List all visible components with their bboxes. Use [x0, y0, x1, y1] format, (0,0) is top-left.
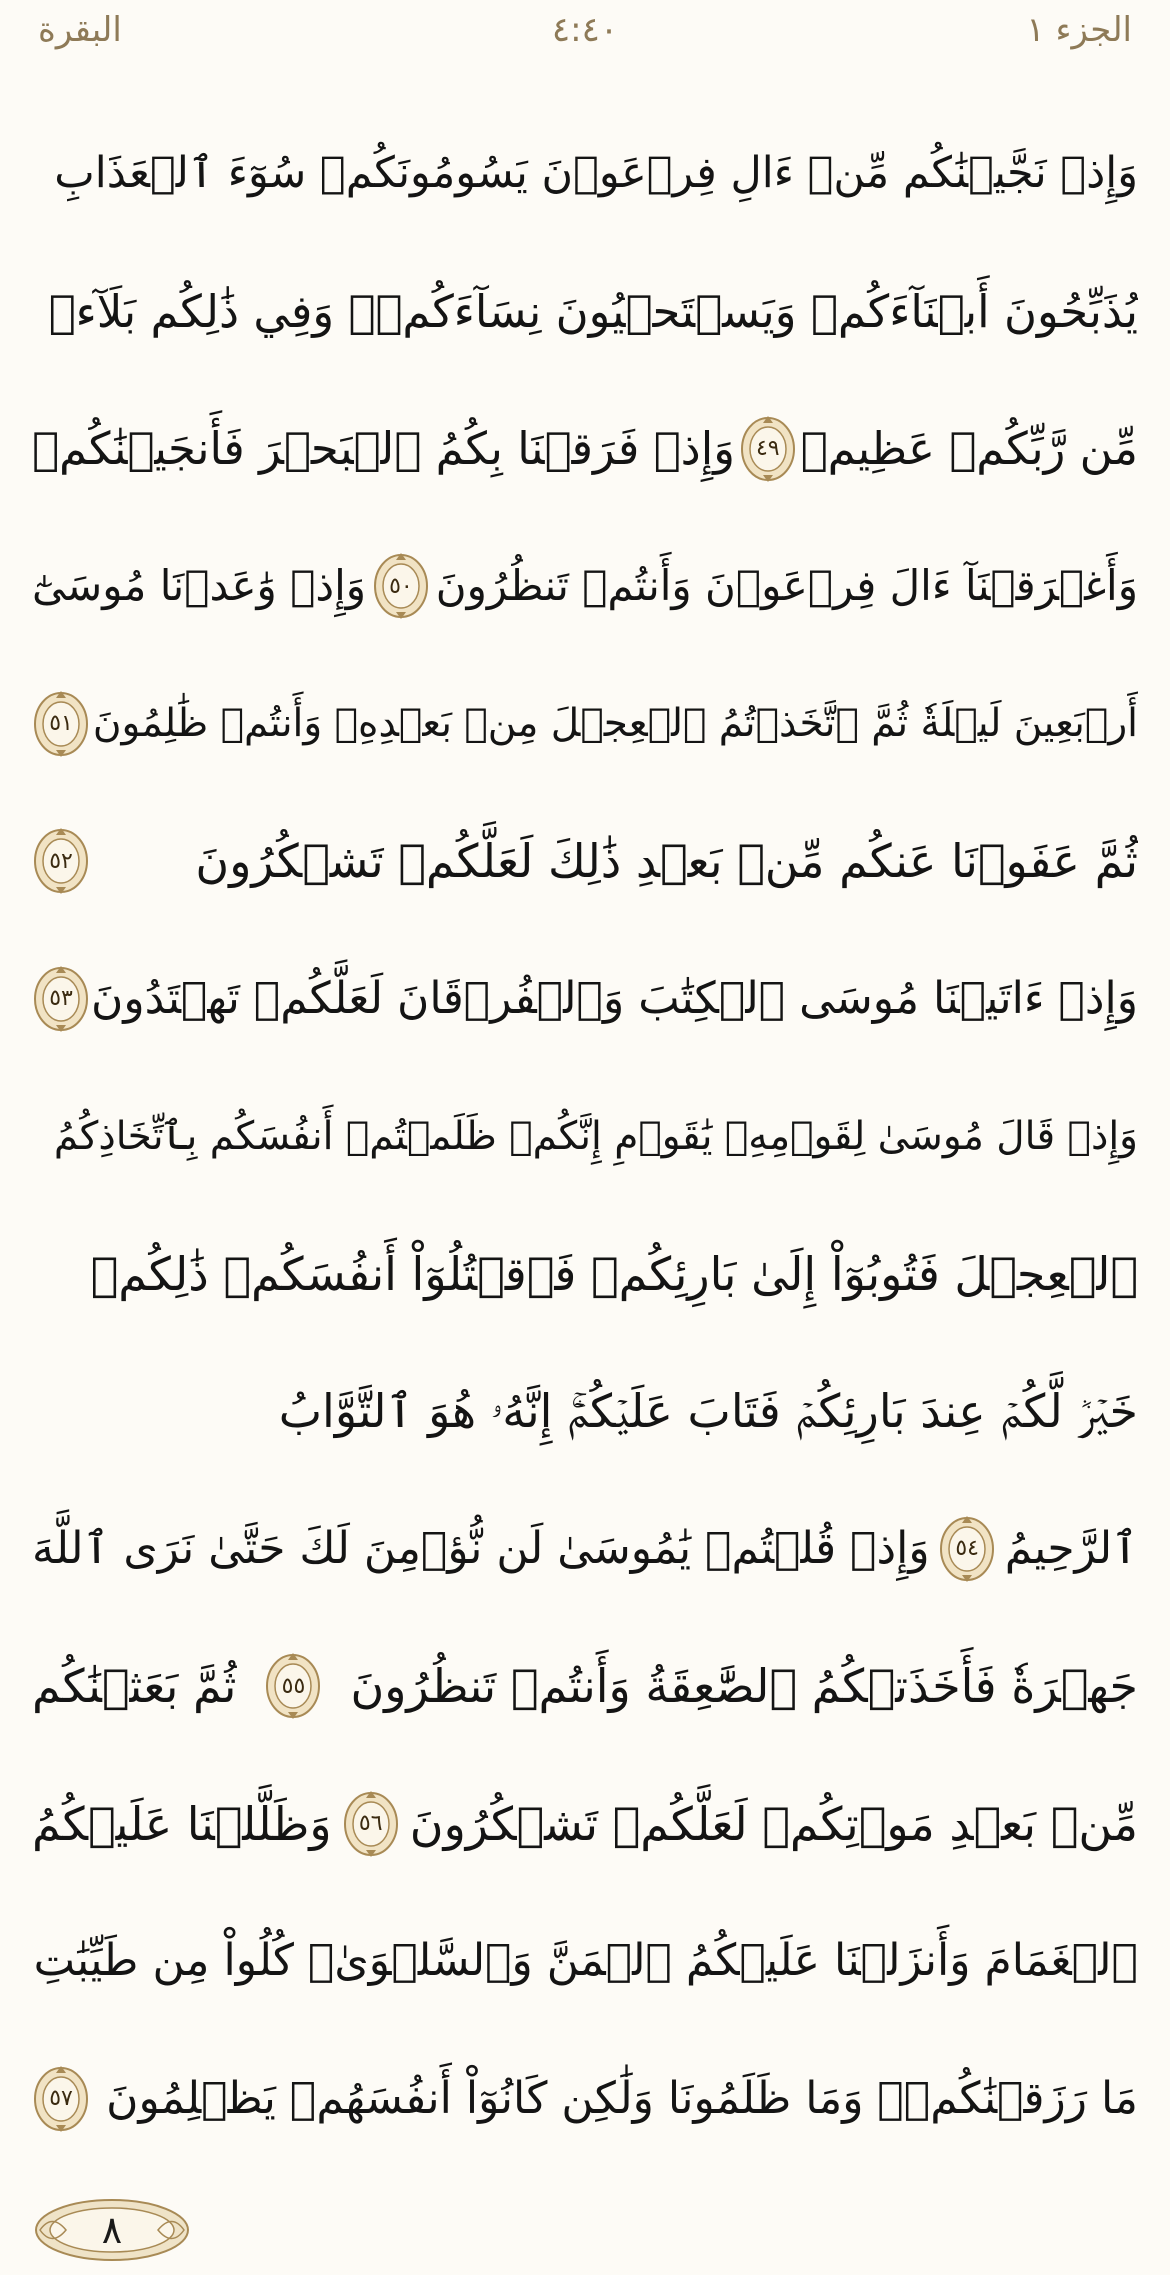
ayah-number: ٥٥: [281, 1673, 306, 1699]
mushaf-page-text: [32, 105, 1138, 2168]
verse-text[interactable]: وَإِذۡ ءَاتَيۡنَا مُوسَى ٱلۡكِتَٰبَ وَٱلۡفُرۡقَانَ لَعَلَّكُمۡ تَهۡتَدُونَ: [91, 972, 1138, 1024]
verse-text[interactable]: وَإِذۡ نَجَّيۡنَٰكُم مِّنۡ ءَالِ فِرۡعَوۡنَ يَسُومُونَكُمۡ سُوٓءَ ٱلۡعَذَابِ: [54, 148, 1138, 199]
verse-text[interactable]: مَا رَزَقۡنَٰكُمۡۚ وَمَا ظَلَمُونَا وَلَٰكِن كَانُوٓاْ أَنفُسَهُمۡ يَظۡلِمُونَ: [106, 2072, 1138, 2124]
ayah-number-marker[interactable]: [32, 964, 90, 1034]
ayah-number-marker[interactable]: [32, 2064, 90, 2134]
text-line: [32, 793, 1138, 931]
ayah-number: ٥٤: [955, 1536, 979, 1562]
verse-text[interactable]: خَيۡرٞ لَّكُمۡ عِندَ بَارِئِكُمۡ فَتَابَ عَلَيۡكُمۡۚ إِنَّهُۥ هُوَ ٱلتَّوَّابُ: [278, 1384, 1138, 1439]
verse-text[interactable]: وَإِذۡ قَالَ مُوسَىٰ لِقَوۡمِهِۦ يَٰقَوۡمِ إِنَّكُمۡ ظَلَمۡتُمۡ أَنفُسَكُم بِٱتِّخَاذِكُمُ: [53, 1113, 1138, 1159]
ayah-number-marker[interactable]: [264, 1651, 322, 1721]
text-line: [32, 655, 1138, 793]
verse-text[interactable]: مِّن رَّبِّكُمۡ عَظِيمٞ: [800, 422, 1138, 476]
verse-text[interactable]: ٱلرَّحِيمُ: [1004, 1522, 1138, 1574]
text-line: [32, 1480, 1138, 1618]
verse-text[interactable]: وَأَغۡرَقۡنَآ ءَالَ فِرۡعَوۡنَ وَأَنتُمۡ تَنظُرُونَ: [435, 561, 1138, 611]
verse-text[interactable]: وَظَلَّلۡنَا عَلَيۡكُمُ: [32, 1796, 332, 1851]
verse-text[interactable]: وَإِذۡ قُلۡتُمۡ يَٰمُوسَىٰ لَن نُّؤۡمِنَ لَكَ حَتَّىٰ نَرَى ٱللَّهَ: [32, 1522, 930, 1574]
page-number-badge[interactable]: [32, 2195, 192, 2265]
verse-text[interactable]: مِّنۢ بَعۡدِ مَوۡتِكُمۡ لَعَلَّكُمۡ تَشۡكُرُونَ: [409, 1796, 1138, 1851]
ayah-number-marker[interactable]: [32, 826, 90, 896]
text-line: [32, 243, 1138, 381]
text-line: [32, 1068, 1138, 1206]
text-line: [32, 1205, 1138, 1343]
ayah-number-marker[interactable]: [372, 551, 430, 621]
verse-text[interactable]: ثُمَّ بَعَثۡنَٰكُم: [32, 1659, 237, 1714]
ayah-number-marker[interactable]: [938, 1514, 996, 1584]
verse-text[interactable]: ٱلۡغَمَامَ وَأَنزَلۡنَا عَلَيۡكُمُ ٱلۡمَنَّ وَٱلسَّلۡوَىٰۖ كُلُواْ مِن طَيِّبَٰتِ: [33, 1935, 1138, 1987]
verse-text[interactable]: ثُمَّ عَفَوۡنَا عَنكُم مِّنۢ بَعۡدِ ذَٰلِكَ لَعَلَّكُمۡ تَشۡكُرُونَ: [195, 834, 1138, 889]
text-line: [32, 1893, 1138, 2031]
ayah-number: ٥٠: [389, 573, 413, 599]
text-line: [32, 1618, 1138, 1756]
ayah-number: ٤٩: [755, 436, 780, 462]
verse-text[interactable]: ٱلۡعِجۡلَ فَتُوبُوٓاْ إِلَىٰ بَارِئِكُمۡ فَٱقۡتُلُوٓاْ أَنفُسَكُمۡ ذَٰلِكُمۡ: [90, 1246, 1138, 1301]
verse-text[interactable]: أَرۡبَعِينَ لَيۡلَةٗ ثُمَّ ٱتَّخَذۡتُمُ ٱلۡعِجۡلَ مِنۢ بَعۡدِهِۦ وَأَنتُمۡ ظَٰلِمُونَ: [92, 701, 1138, 747]
ayah-number: ٥٢: [49, 848, 73, 874]
ayah-number-marker[interactable]: [32, 689, 90, 759]
text-line: [32, 1755, 1138, 1893]
ayah-number: ٥٦: [358, 1811, 383, 1837]
verse-text[interactable]: جَهۡرَةٗ فَأَخَذَتۡكُمُ ٱلصَّٰعِقَةُ وَأَنتُمۡ تَنظُرُونَ: [350, 1659, 1138, 1714]
text-line: [32, 2030, 1138, 2168]
text-line: [32, 1343, 1138, 1481]
ayah-number-marker[interactable]: [342, 1789, 400, 1859]
page-number: ٨: [101, 2208, 123, 2252]
text-line: [32, 105, 1138, 243]
verse-text[interactable]: وَإِذۡ فَرَقۡنَا بِكُمُ ٱلۡبَحۡرَ فَأَنجَيۡنَٰكُمۡ: [32, 422, 735, 476]
header-bar: [0, 0, 1170, 70]
verse-text[interactable]: وَإِذۡ وَٰعَدۡنَا مُوسَىٰٓ: [32, 561, 367, 611]
ayah-number: ٥٧: [49, 2086, 73, 2112]
ayah-number-marker[interactable]: [739, 414, 797, 484]
text-line: [32, 518, 1138, 656]
text-line: [32, 930, 1138, 1068]
surah-name[interactable]: البقرة: [38, 10, 122, 50]
juz-label[interactable]: الجزء ١: [1026, 10, 1132, 50]
ayah-number: ٥٣: [49, 986, 73, 1012]
text-line: [32, 380, 1138, 518]
ayah-number: ٥١: [49, 711, 73, 737]
verse-text[interactable]: يُذَبِّحُونَ أَبۡنَآءَكُمۡ وَيَسۡتَحۡيُونَ نِسَآءَكُمۡۚ وَفِي ذَٰلِكُم بَلَآءٞ: [48, 284, 1138, 338]
clock-time: ٤:٤٠: [551, 10, 619, 50]
